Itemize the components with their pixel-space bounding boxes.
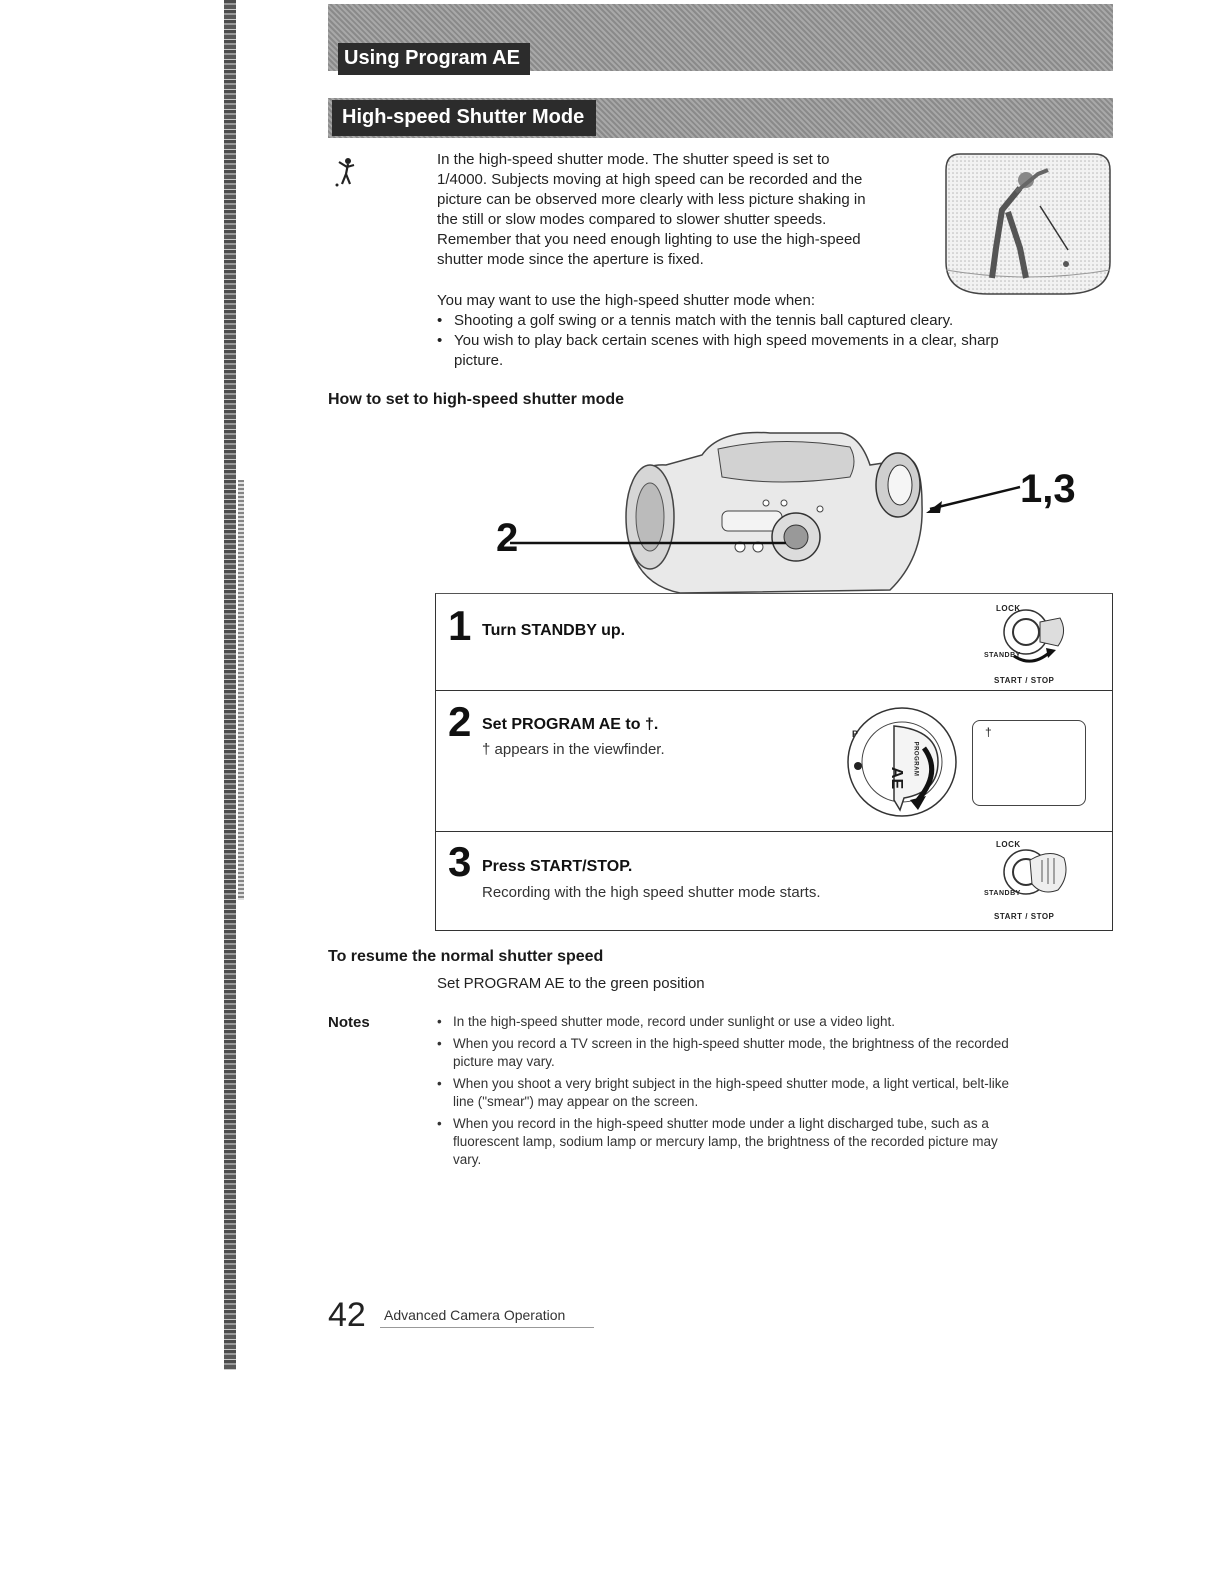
footer-section: Advanced Camera Operation	[384, 1307, 566, 1323]
scan-binding-shadow	[238, 480, 244, 900]
steps-box	[435, 593, 1113, 931]
start-stop-label: START / STOP	[994, 676, 1055, 685]
step-divider	[436, 690, 1112, 691]
golf-swing-illustration	[944, 152, 1112, 296]
footer-underline	[380, 1327, 594, 1328]
resume-heading: To resume the normal shutter speed	[328, 948, 604, 965]
scan-binding-edge	[224, 0, 236, 1370]
step-title	[482, 716, 658, 734]
intro-line: picture can be observed more clearly with less picture shaking in	[437, 191, 866, 208]
list-item-line: You wish to play back certain scenes with high speed movements in a clear, sharp	[454, 332, 999, 349]
section-banner	[328, 4, 1113, 71]
lock-label: LOCK	[996, 840, 1021, 849]
uses-list	[437, 311, 1097, 371]
subsection-title: High-speed Shutter Mode	[332, 100, 596, 136]
standby-label: STANDBY	[984, 890, 1021, 897]
program-ae-dial	[844, 700, 960, 827]
uses-lead: You may want to use the high-speed shutter mode when:	[437, 292, 816, 309]
standby-label: STANDBY	[984, 652, 1021, 659]
list-item	[437, 1075, 1105, 1111]
step-subtitle	[482, 741, 665, 758]
notes-list	[437, 1013, 1105, 1173]
list-item-line: vary.	[453, 1152, 482, 1167]
intro-line: the still or slow modes compared to slower shutter speeds.	[437, 211, 827, 228]
list-item	[437, 331, 1097, 371]
page-number: 42	[328, 1296, 366, 1334]
golfer-icon: †	[985, 725, 992, 739]
list-item-line: picture may vary.	[453, 1054, 555, 1069]
golfer-icon: †	[482, 741, 495, 758]
step-subtitle: Recording with the high speed shutter mode starts.	[482, 884, 821, 901]
portrait-mode-icon: P	[852, 729, 859, 739]
start-stop-button-icon	[984, 838, 1074, 917]
intro-line: shutter mode since the aperture is fixed.	[437, 251, 704, 268]
step-title-text: Set PROGRAM AE to	[482, 716, 641, 733]
golfer-icon	[334, 156, 360, 195]
how-to-heading: How to set to high-speed shutter mode	[328, 391, 625, 408]
list-item	[437, 1035, 1105, 1071]
step-title: Turn STANDBY up.	[482, 622, 626, 639]
callout-label-1-3: 1,3	[1020, 467, 1076, 511]
intro-line: 1/4000. Subjects moving at high speed can be recorded and the	[437, 171, 863, 188]
list-item-line: In the high-speed shutter mode, record under sunlight or use a video light.	[453, 1014, 896, 1029]
intro-line: In the high-speed shutter mode. The shutter speed is set to	[437, 151, 830, 168]
golfer-icon: †.	[644, 716, 659, 733]
step-number: 3	[448, 838, 472, 885]
list-item-line: line ("smear") may appear on the screen.	[453, 1094, 699, 1109]
step-divider	[436, 831, 1112, 832]
step-subtitle-text: appears in the viewfinder.	[494, 741, 665, 758]
list-item-line: picture.	[454, 352, 504, 369]
list-item-line: When you record a TV screen in the high-speed shutter mode, the brightness of the recorded	[453, 1036, 1009, 1051]
list-item: • Shooting a golf swing or a tennis match with the tennis ball captured cleary.	[437, 311, 1097, 331]
section-title: Using Program AE	[338, 43, 530, 75]
notes-heading: Notes	[328, 1014, 370, 1031]
intro-line: Remember that you need enough lighting to use the high-speed	[437, 231, 861, 248]
step-title: Press START/STOP.	[482, 858, 633, 875]
step-number: 2	[448, 698, 472, 745]
camcorder-illustration	[490, 425, 1110, 595]
subsection-banner	[328, 98, 1113, 138]
step-number: 1	[448, 602, 472, 649]
intro-paragraph	[437, 150, 937, 270]
list-item-line: When you shoot a very bright subject in the high-speed shutter mode, a light vertical, belt-like	[453, 1076, 1010, 1091]
lock-label: LOCK	[996, 604, 1021, 613]
start-stop-label: START / STOP	[994, 912, 1055, 921]
resume-text: Set PROGRAM AE to the green position	[437, 975, 705, 992]
callout-label-2: 2	[496, 516, 519, 560]
viewfinder-display	[972, 720, 1086, 806]
ae-label: AE	[888, 766, 906, 790]
list-item-line: fluorescent lamp, sodium lamp or mercury lamp, the brightness of the recorded picture may	[453, 1134, 998, 1149]
list-item-line: When you record in the high-speed shutter mode under a light discharged tube, such as a	[453, 1116, 989, 1131]
list-item	[437, 1115, 1105, 1169]
program-label: PROGRAM	[912, 741, 919, 777]
list-item	[437, 1013, 1105, 1031]
